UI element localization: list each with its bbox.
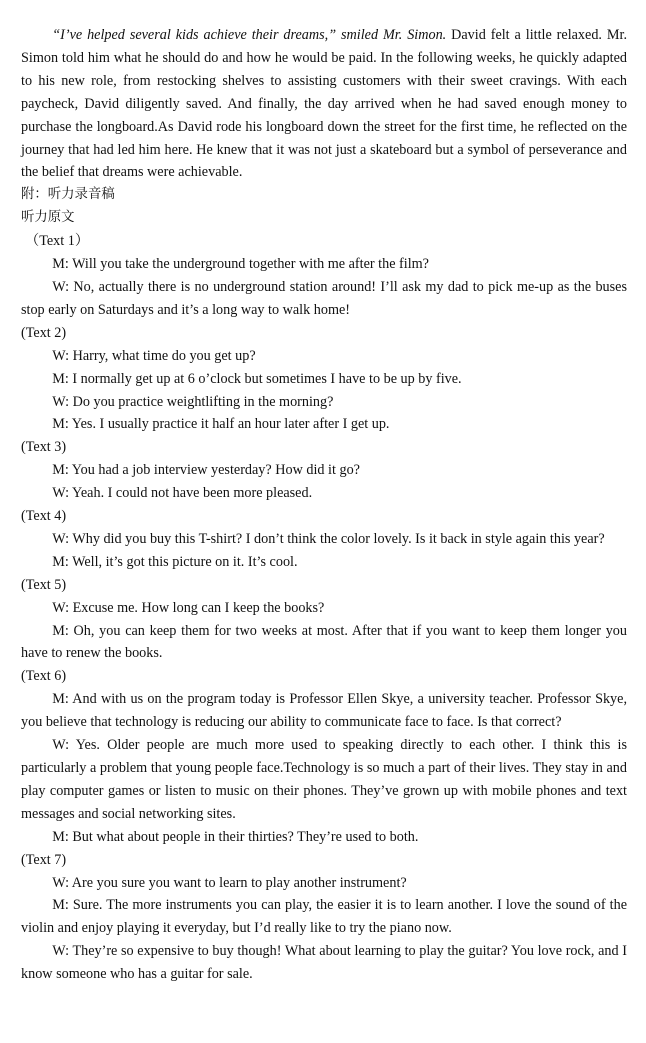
text-3-line-1: M: You had a job interview yesterday? How did it go? xyxy=(52,462,360,479)
text-1-line-2: W: No, actually there is no underground station around! I’ll ask my dad to pick me-up as the buses stop early on Saturdays and it’s a long way to walk home! xyxy=(21,278,627,318)
text-7-line-1: W: Are you sure you want to learn to play another instrument? xyxy=(52,874,407,891)
text-4-line-1: W: Why did you buy this T-shirt? I don’t think the color lovely. Is it back in style again this year? xyxy=(52,530,605,547)
text-3-line-2: W: Yeah. I could not have been more pleased. xyxy=(52,485,313,502)
story-text: David felt a little relaxed. Mr. Simon told him what he should do and how he would be paid. In the following weeks, he quickly adapted to his new role, from restocking shelves to assisting customers with their sweet cravings. With each paycheck, David diligently saved. And finally, the day arrived when he had saved enough money to purchase the longboard.As David rode his longboard down the street for the first time, he reflected on the journey that had led him here. He knew that it was not just a skateboard but a symbol of perseverance and the belief that dreams were achievable. xyxy=(21,27,627,181)
text-7-label: (Text 7) xyxy=(21,851,67,868)
text-2-label: (Text 2) xyxy=(21,324,67,341)
text-2-line-4: M: Yes. I usually practice it half an hour later after I get up. xyxy=(52,416,390,433)
text-6-line-2: W: Yes. Older people are much more used to speaking directly to each other. I think this is particularly a problem that young people face.Technology is so much a part of their lives. They stay in and play computer games or listen to music on their phones. They’ve grown up with mobile phones and text messages and social networking sites. xyxy=(21,737,627,822)
text-3-label: (Text 3) xyxy=(21,439,67,456)
text-1-label: （Text 1） xyxy=(25,233,90,250)
text-6-line-3: M: But what about people in their thirties? They’re used to both. xyxy=(52,828,419,845)
text-6-line-1: M: And with us on the program today is Professor Ellen Skye, a university teacher. Professor Skye, you believe that technology is reducing our ability to communicate face to face. Is that correct? xyxy=(21,691,627,731)
transcript-label: 听力原文 xyxy=(21,210,75,226)
appendix-label: 附：听力录音稿 xyxy=(21,187,115,203)
text-5-label: (Text 5) xyxy=(21,576,67,593)
text-2-line-3: W: Do you practice weightlifting in the morning? xyxy=(52,393,334,410)
text-2-line-2: M: I normally get up at 6 o’clock but sometimes I have to be up by five. xyxy=(52,370,462,387)
text-1-line-1: M: Will you take the underground together with me after the film? xyxy=(52,256,429,273)
text-7-line-2: M: Sure. The more instruments you can play, the easier it is to learn another. I love the sound of the violin and enjoy playing it everyday, but I’d really like to try the piano now. xyxy=(21,897,627,937)
story-paragraph xyxy=(21,24,627,184)
text-6-label: (Text 6) xyxy=(21,668,67,685)
text-4-line-2: M: Well, it’s got this picture on it. It’s cool. xyxy=(52,553,298,570)
text-4-label: (Text 4) xyxy=(21,508,67,525)
text-7-line-3: W: They’re so expensive to buy though! What about learning to play the guitar? You love rock, and I know someone who has a guitar for sale. xyxy=(21,943,627,983)
story-quote: “I’ve helped several kids achieve their dreams,” smiled Mr. Simon. xyxy=(52,27,447,43)
text-5-line-1: W: Excuse me. How long can I keep the books? xyxy=(52,599,325,616)
text-5-line-2: M: Oh, you can keep them for two weeks at most. After that if you want to keep them longer you have to renew the books. xyxy=(21,622,627,662)
text-2-line-1: W: Harry, what time do you get up? xyxy=(52,347,256,364)
